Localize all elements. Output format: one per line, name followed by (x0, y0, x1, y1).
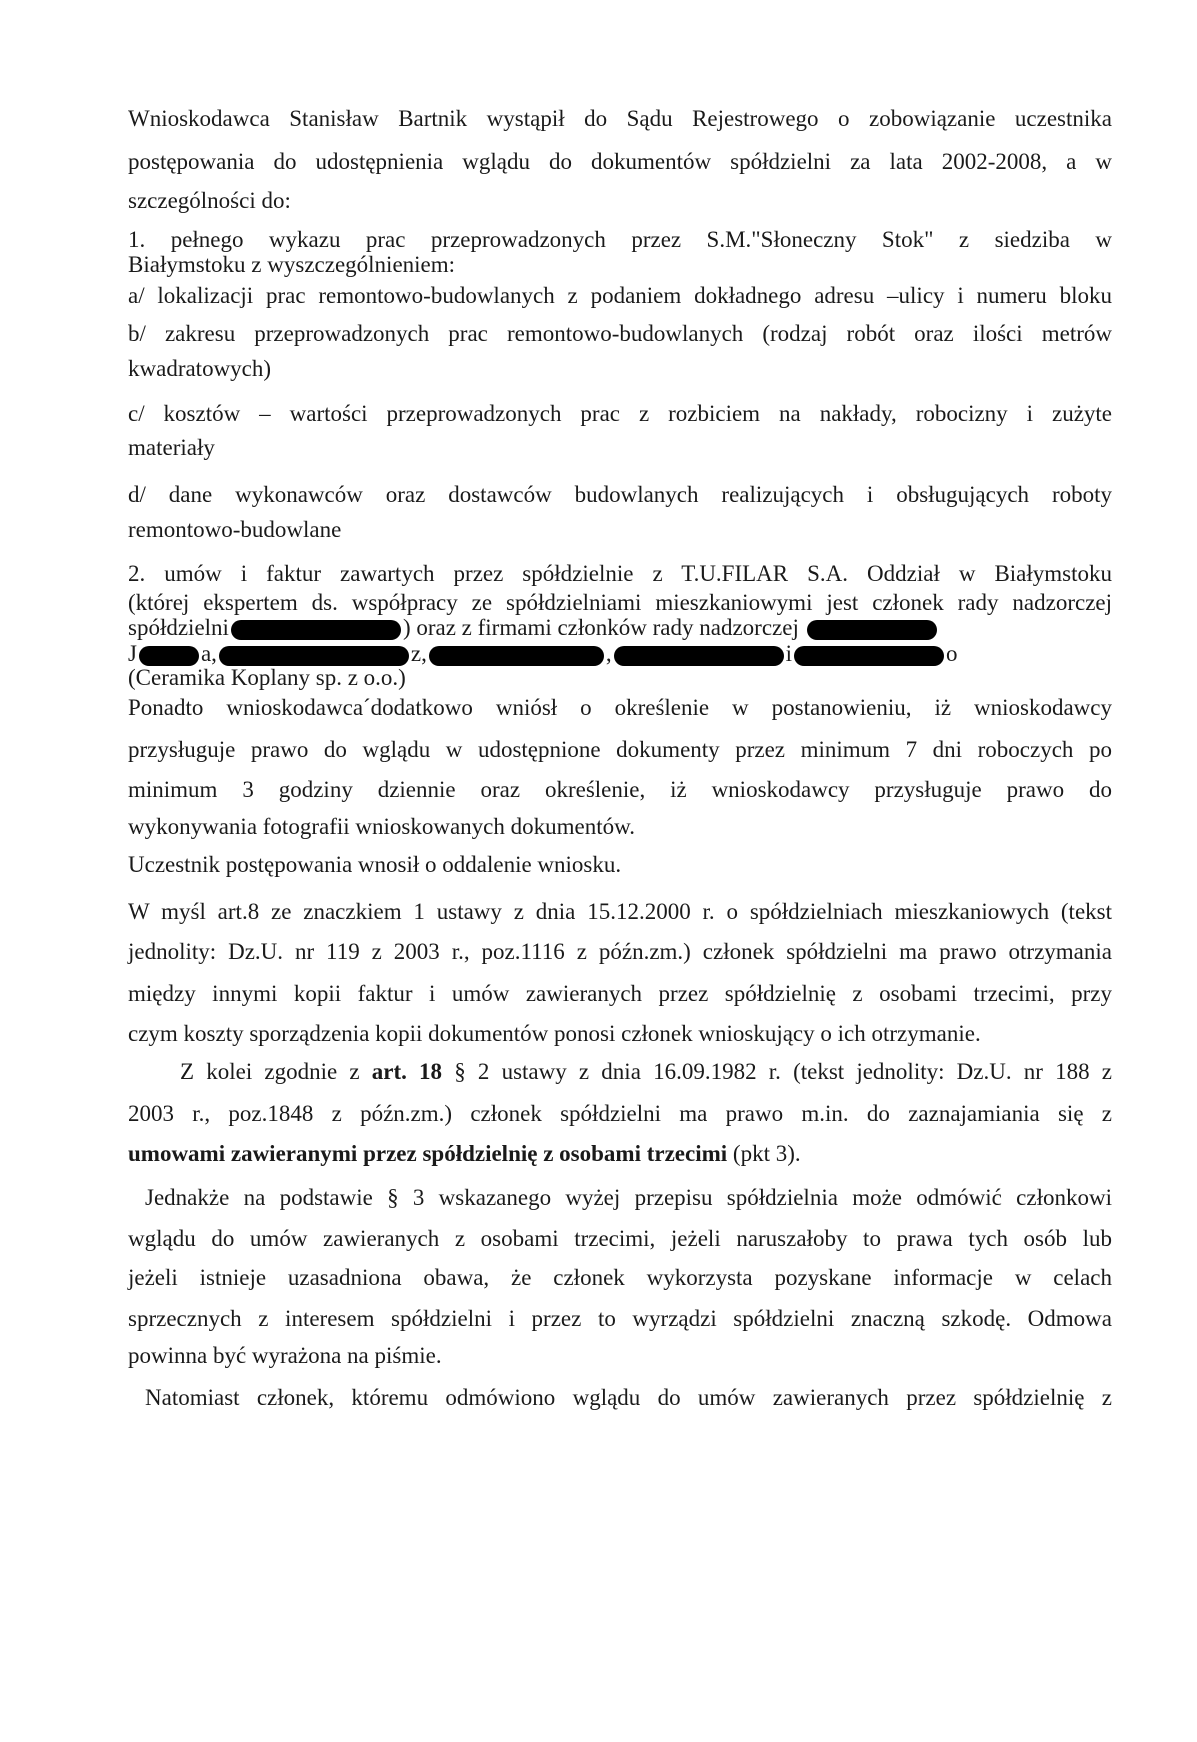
redaction-bar (794, 646, 944, 666)
text-fragment: § 2 ustawy z dnia 16.09.1982 r. (tekst jednolity: Dz.U. nr 188 z (442, 1059, 1112, 1084)
text-fragment: ) oraz z firmami członków rady nadzorczej (402, 615, 799, 640)
text-line (180, 1058, 1112, 1086)
redaction-bar (807, 620, 937, 640)
text-line-redacted (128, 614, 1112, 642)
sub-item-b: b/ zakresu przeprowadzonych prac remontowo-budowlanych (rodzaj robót oraz ilości metrów (128, 321, 1112, 346)
redaction-bar (231, 620, 401, 640)
text-fragment: a, (200, 641, 217, 666)
list-item-2: 2. umów i faktur zawartych przez spółdzielnie z T.U.FILAR S.A. Oddział w Białymstoku (128, 561, 1112, 586)
text-line: Wnioskodawca Stanisław Bartnik wystąpił do Sądu Rejestrowego o zobowiązanie uczestnika (128, 106, 1112, 131)
text-line: Ponadto wnioskodawca´dodatkowo wniósł o określenie w postanowieniu, iż wnioskodawcy (128, 695, 1112, 720)
text-fragment: (pkt 3). (727, 1141, 801, 1166)
text-fragment: Z kolei zgodnie z (180, 1059, 372, 1084)
text-line: minimum 3 godziny dziennie oraz określenie, iż wnioskodawcy przysługuje prawo do (128, 777, 1112, 802)
text-line: szczególności do: (128, 188, 291, 213)
text-line: postępowania do udostępnienia wglądu do dokumentów spółdzielni za lata 2002-2008, a w (128, 149, 1112, 174)
text-line: jeżeli istnieje uzasadniona obawa, że członek wykorzysta pozyskane informacje w celach (128, 1265, 1112, 1290)
text-line: materiały (128, 435, 215, 460)
sub-item-c: c/ kosztów – wartości przeprowadzonych prac z rozbiciem na nakłady, robocizny i zużyte (128, 401, 1112, 426)
text-line: wglądu do umów zawieranych z osobami trzecimi, jeżeli naruszałoby to prawa tych osób lub (128, 1226, 1112, 1251)
text-line: (której ekspertem ds. współpracy ze spółdzielniami mieszkaniowymi jest członek rady nadzorczej (128, 590, 1112, 615)
redaction-bar (139, 646, 199, 666)
text-line: powinna być wyrażona na piśmie. (128, 1343, 442, 1368)
list-item-1: 1. pełnego wykazu prac przeprowadzonych przez S.M."Słoneczny Stok" z siedziba w (128, 227, 1112, 252)
text-line: jednolity: Dz.U. nr 119 z 2003 r., poz.1116 z późn.zm.) członek spółdzielni ma prawo otrzymania (128, 939, 1112, 964)
text-line: wykonywania fotografii wnioskowanych dokumentów. (128, 814, 635, 839)
text-line: kwadratowych) (128, 356, 272, 381)
sub-item-d: d/ dane wykonawców oraz dostawców budowlanych realizujących i obsługujących roboty (128, 482, 1112, 507)
redaction-bar (614, 646, 784, 666)
text-line: Białymstoku z wyszczególnieniem: (128, 252, 456, 277)
text-fragment: spółdzielni (128, 615, 229, 640)
text-line: przysługuje prawo do wglądu w udostępnione dokumenty przez minimum 7 dni roboczych po (128, 737, 1112, 762)
text-fragment: , (605, 641, 612, 666)
text-fragment: J (128, 641, 137, 666)
text-line: między innymi kopii faktur i umów zawieranych przez spółdzielnię z osobami trzecimi, przy (128, 981, 1112, 1006)
text-line: (Ceramika Koplany sp. z o.o.) (128, 665, 406, 690)
text-line: sprzecznych z interesem spółdzielni i przez to wyrządzi spółdzielni znaczną szkodę. Odmowa (128, 1306, 1112, 1331)
text-fragment: i (785, 641, 793, 666)
text-line: W myśl art.8 ze znaczkiem 1 ustawy z dnia 15.12.2000 r. o spółdzielniach mieszkaniowych (tekst (128, 899, 1112, 924)
text-line: Natomiast członek, któremu odmówiono wglądu do umów zawieranych przez spółdzielnię z (145, 1385, 1112, 1410)
bold-fragment: art. 18 (371, 1059, 443, 1084)
text-fragment: o (946, 641, 958, 666)
text-line (128, 1140, 1112, 1168)
text-line: Uczestnik postępowania wnosił o oddalenie wniosku. (128, 852, 622, 877)
text-line: 2003 r., poz.1848 z późn.zm.) członek spółdzielni ma prawo m.in. do zaznajamiania się z (128, 1101, 1112, 1126)
text-line: czym koszty sporządzenia kopii dokumentów ponosi członek wnioskujący o ich otrzymanie. (128, 1021, 981, 1046)
text-fragment: z, (410, 641, 427, 666)
sub-item-a: a/ lokalizacji prac remontowo-budowlanych z podaniem dokładnego adresu –ulicy i numeru bloku (128, 283, 1112, 308)
redaction-bar (429, 646, 604, 666)
redaction-bar (219, 646, 409, 666)
text-line: remontowo-budowlane (128, 517, 342, 542)
bold-fragment: umowami zawieranymi przez spółdzielnię z osobami trzecimi (128, 1141, 728, 1166)
text-line: Jednakże na podstawie § 3 wskazanego wyżej przepisu spółdzielnia może odmówić członkowi (145, 1185, 1112, 1210)
